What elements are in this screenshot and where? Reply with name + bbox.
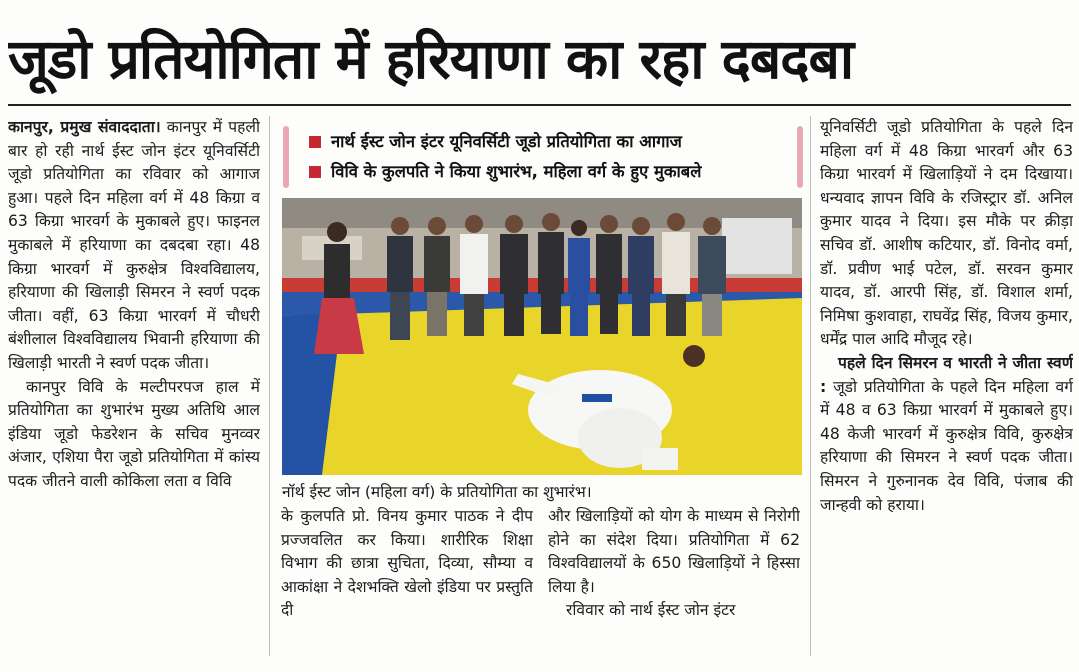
article-column-mid-1 bbox=[281, 505, 533, 655]
event-photo bbox=[282, 198, 802, 475]
deck-bar-left bbox=[283, 126, 289, 188]
deck-item bbox=[309, 158, 701, 186]
headline-rule bbox=[8, 104, 1071, 106]
column-separator bbox=[269, 116, 270, 656]
column-separator bbox=[810, 116, 811, 656]
paragraph-inauguration-cont: के कुलपति प्रो. विनय कुमार पाठक ने दीप प्रज्जवलित कर किया। शारीरिक शिक्षा विभाग की छात्रा सुचिता, दिव्या, सौम्या व आकांक्षा ने देशभक्ति खेलो इंडिया पर प्रस्तुति दी bbox=[281, 507, 533, 620]
paragraph-results bbox=[820, 352, 1073, 517]
square-bullet-icon bbox=[309, 136, 321, 148]
paragraph-inauguration-start: कानपुर विवि के मल्टीपरपज हाल में प्रतियोगिता का शुभारंभ मुख्य अतिथि आल इंडिया जूडो फेडरेशन के सचिव मुनव्वर अंजार, एशिया पैरा जूडो प्रतियोगिता में कांस्य पदक जीतने वाली कोकिला लता व विवि bbox=[8, 377, 260, 490]
results-text: जूडो प्रतियोगिता के पहले दिन महिला वर्ग में 48 व 63 किग्रा भारवर्ग में मुकाबले हुए। 48 केजी भारवर्ग में कुरुक्षेत्र विवि, कुरुक्षेत्र हरियाणा की सिमरन ने स्वर्ण पदक जीता। सिमरन ने गुरुनानक देव विवि, पंजाब की जान्हवी को हराया। bbox=[820, 377, 1073, 514]
deck-bar-right bbox=[797, 126, 803, 188]
article-column-left bbox=[8, 116, 260, 656]
judo-event-photo-illustration bbox=[282, 198, 802, 475]
deck-item bbox=[309, 128, 682, 156]
paragraph-day-one-start: रविवार को नार्थ ईस्ट जोन इंटर bbox=[566, 601, 736, 620]
paragraph-inauguration-end: और खिलाड़ियों को योग के माध्यम से निरोगी होने का संदेश दिया। प्रतियोगिता में 62 विश्वविद्यालयों के 650 खिलाड़ियों ने हिस्सा लिया है। bbox=[548, 507, 800, 596]
article-column-right bbox=[820, 116, 1073, 656]
sub-headline-deck bbox=[283, 126, 803, 188]
deck-item-text: नार्थ ईस्ट जोन इंटर यूनिवर्सिटी जूडो प्रतियोगिता का आगाज bbox=[331, 132, 682, 151]
paragraph-lead bbox=[8, 116, 260, 376]
square-bullet-icon bbox=[309, 166, 321, 178]
results-subhead: पहले दिन सिमरन व भारती ने जीता स्वर्ण : bbox=[820, 353, 1073, 396]
deck-item-text: विवि के कुलपति ने किया शुभारंभ, महिला वर्ग के हुए मुकाबले bbox=[331, 162, 702, 181]
headline: जूडो प्रतियोगिता में हरियाणा का रहा दबदबा bbox=[8, 27, 854, 91]
photo-caption: नॉर्थ ईस्ट जोन (महिला वर्ग) के प्रतियोगिता का शुभारंभ। bbox=[282, 483, 592, 501]
paragraph-day-one-cont: यूनिवर्सिटी जूडो प्रतियोगिता के पहले दिन महिला वर्ग में 48 किग्रा भारवर्ग और 63 किग्रा भारवर्ग में खिलाड़ियों ने दम दिखाया। धन्यवाद ज्ञापन विवि के रजिस्ट्रार डॉ. अनिल कुमार यादव ने दिया। इस मौके पर क्रीड़ा सचिव डॉ. आशीष कटियार, डॉ. विनोद वर्मा, डॉ. प्रवीण भाई पटेल, डॉ. सरवन कुमार यादव, डॉ. आरपी सिंह, डॉ. विशाल शर्मा, निमिषा कुशवाहा, राघवेंद्र सिंह, विजय कुमार, धर्मेंद्र पाल आदि मौजूद रहे। bbox=[820, 118, 1073, 349]
dateline: कानपुर, प्रमुख संवाददाता। bbox=[8, 118, 161, 136]
article-column-mid-2 bbox=[548, 505, 800, 655]
paragraph-lead-text: कानपुर में पहली बार हो रही नार्थ ईस्ट जोन इंटर यूनिवर्सिटी जूडो प्रतियोगिता का रविवार को आगाज हुआ। पहले दिन महिला वर्ग में 48 किग्रा व 63 किग्रा भारवर्ग के मुकाबले हुए। फाइनल मुकाबले में हरियाणा का दबदबा रहा। 48 किग्रा भारवर्ग में कुरुक्षेत्र विश्वविद्यालय, हरियाणा की खिलाड़ी सिमरन ने स्वर्ण पदक जीता। वहीं, 63 किग्रा भारवर्ग में चौधरी बंशीलाल विश्वविद्यालय भिवानी हरियाणा की खिलाड़ी भारती ने स्वर्ण पदक जीता। bbox=[8, 118, 260, 372]
